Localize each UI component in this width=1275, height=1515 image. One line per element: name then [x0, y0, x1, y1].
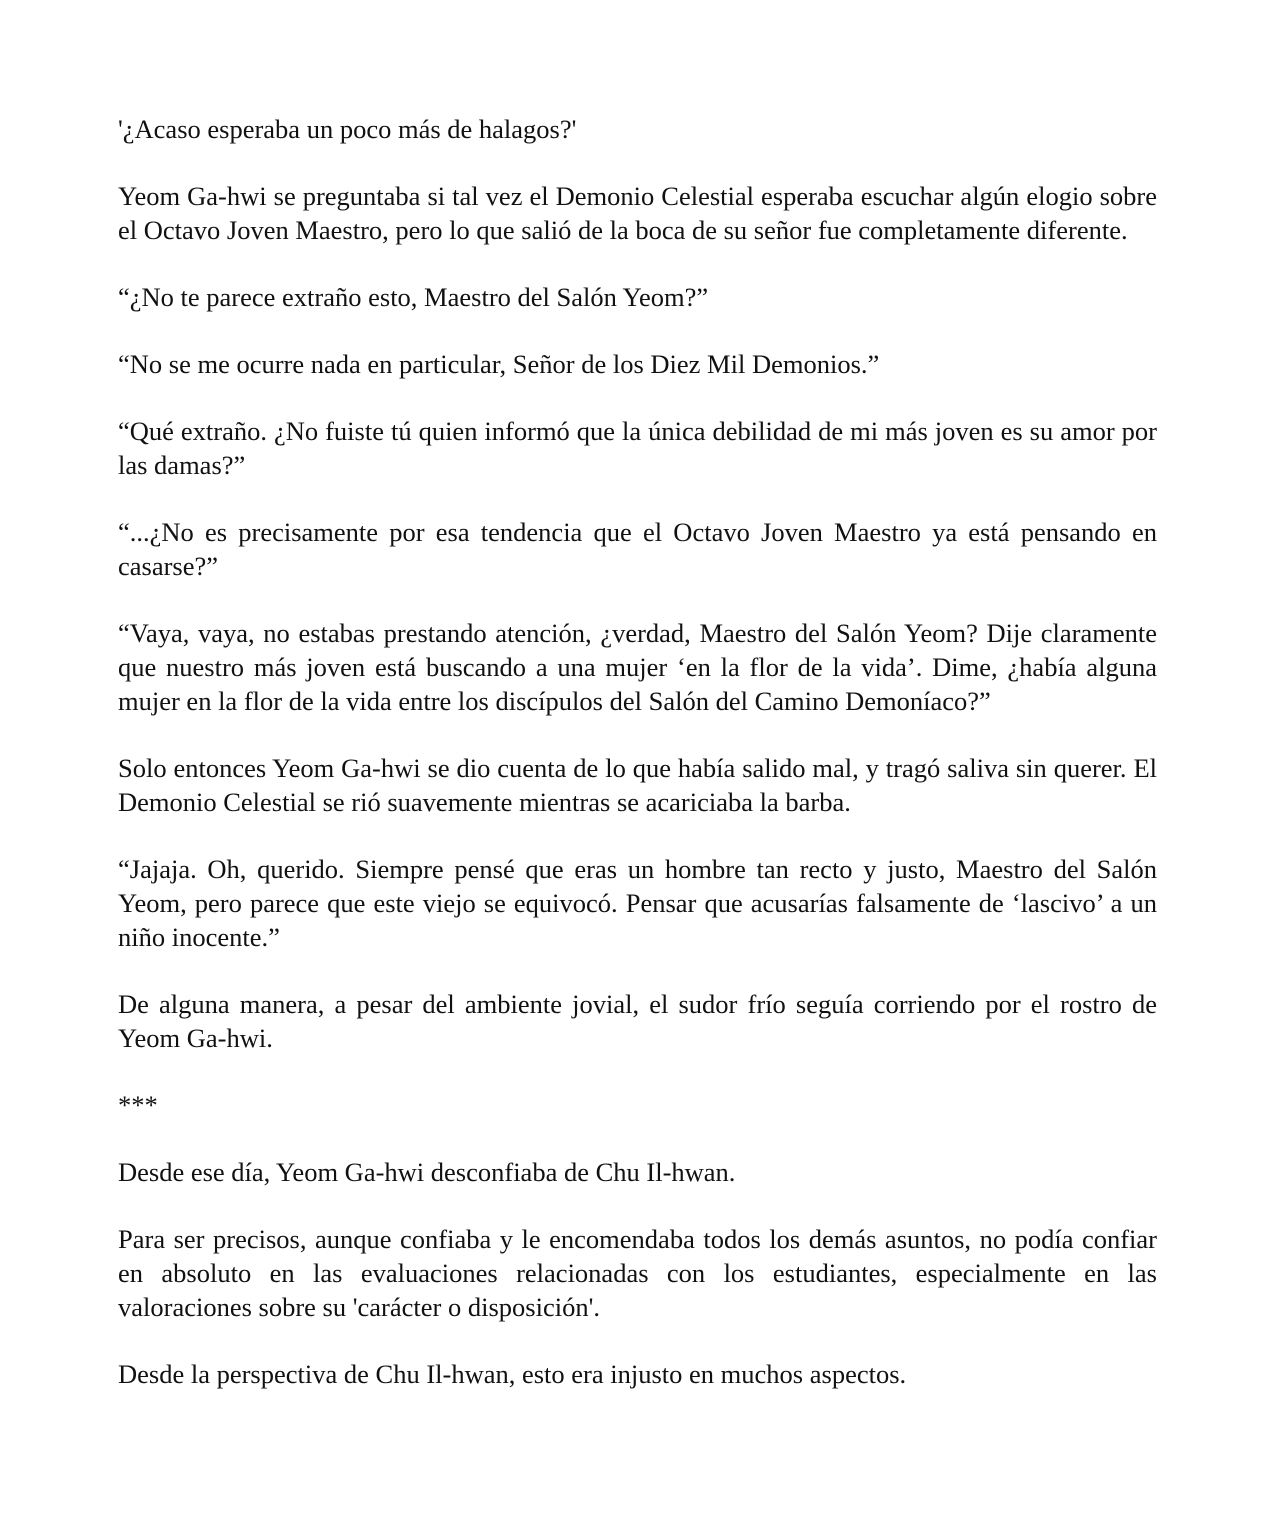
paragraph-9: “Jajaja. Oh, querido. Siempre pensé que eras un hombre tan recto y justo, Maestro del Salón Yeom, pero parece que este viejo se equivocó. Pensar que acusarías falsamente de ‘lascivo’ a un niño inocente.”: [118, 854, 1157, 952]
paragraph-7: “Vaya, vaya, no estabas prestando atención, ¿verdad, Maestro del Salón Yeom? Dije claramente que nuestro más joven está buscando a una mujer ‘en la flor de la vida’. Dime, ¿había alguna mujer en la flor de la vida entre los discípulos del Salón del Camino Demoníaco?”: [118, 618, 1157, 716]
scene-break: ***: [118, 1090, 158, 1120]
paragraph-10: De alguna manera, a pesar del ambiente jovial, el sudor frío seguía corriendo por el rostro de Yeom Ga-hwi.: [118, 989, 1157, 1053]
paragraph-6: “...¿No es precisamente por esa tendencia que el Octavo Joven Maestro ya está pensando en casarse?”: [118, 517, 1157, 581]
paragraph-2: Yeom Ga-hwi se preguntaba si tal vez el Demonio Celestial esperaba escuchar algún elogio sobre el Octavo Joven Maestro, pero lo que salió de la boca de su señor fue completamente diferente.: [118, 181, 1157, 245]
paragraph-11: Desde ese día, Yeom Ga-hwi desconfiaba de Chu Il-hwan.: [118, 1157, 736, 1187]
paragraph-13: Desde la perspectiva de Chu Il-hwan, esto era injusto en muchos aspectos.: [118, 1359, 907, 1389]
paragraph-3: “¿No te parece extraño esto, Maestro del Salón Yeom?”: [118, 282, 709, 312]
paragraph-1: '¿Acaso esperaba un poco más de halagos?': [118, 114, 577, 144]
paragraph-5: “Qué extraño. ¿No fuiste tú quien informó que la única debilidad de mi más joven es su amor por las damas?”: [118, 416, 1157, 480]
paragraph-8: Solo entonces Yeom Ga-hwi se dio cuenta de lo que había salido mal, y tragó saliva sin querer. El Demonio Celestial se rió suavemente mientras se acariciaba la barba.: [118, 753, 1157, 817]
paragraph-4: “No se me ocurre nada en particular, Señor de los Diez Mil Demonios.”: [118, 349, 880, 379]
document-page: [118, 112, 1157, 1424]
paragraph-12: Para ser precisos, aunque confiaba y le encomendaba todos los demás asuntos, no podía confiar en absoluto en las evaluaciones relacionadas con los estudiantes, especialmente en las valoraciones sobre su 'carácter o disposición'.: [118, 1224, 1157, 1322]
